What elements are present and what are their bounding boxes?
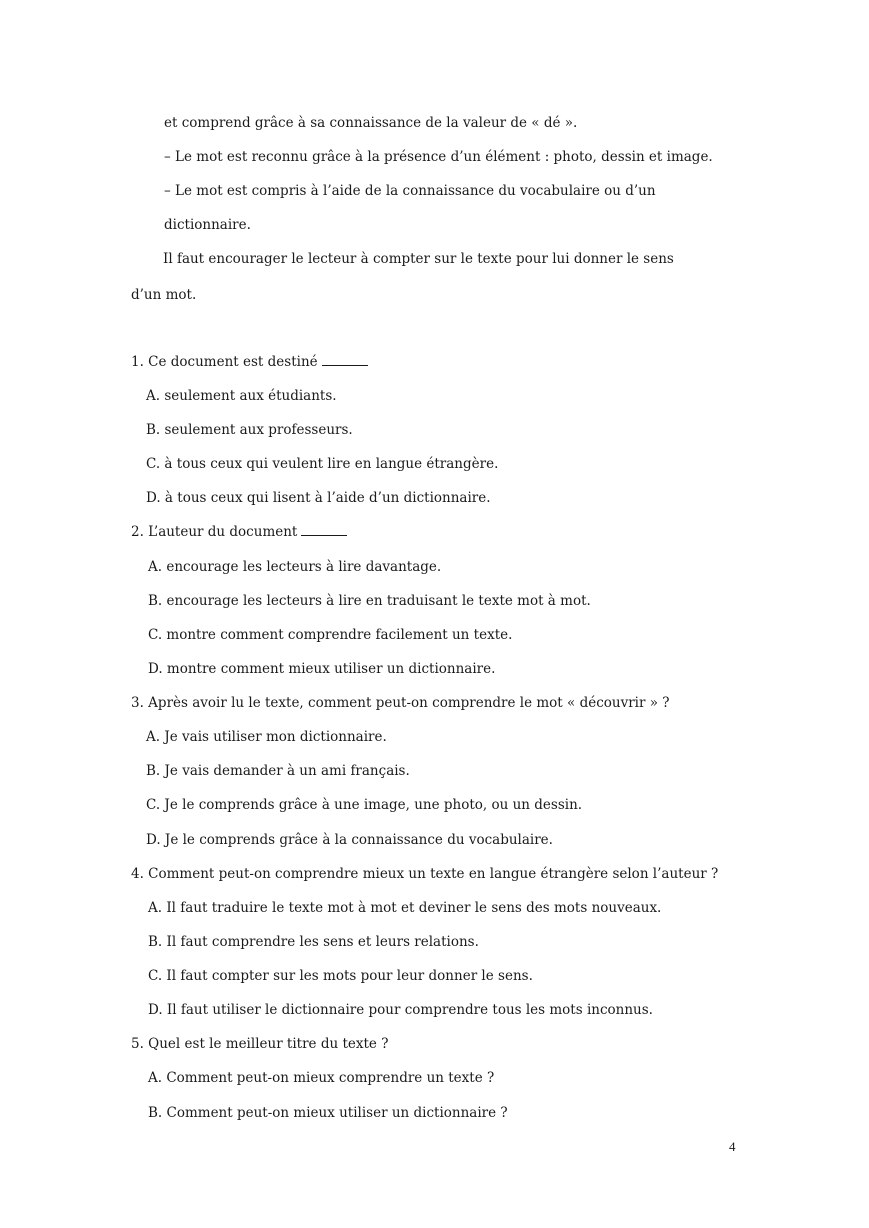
intro-line-5: Il faut encourager le lecteur à compter sur le texte pour lui donner le sens bbox=[163, 251, 674, 267]
intro-line-4: dictionnaire. bbox=[164, 217, 251, 233]
intro-line-1: et comprend grâce à sa connaissance de la valeur de « dé ». bbox=[164, 115, 578, 131]
question-4-option-c: C. Il faut compter sur les mots pour leur donner le sens. bbox=[148, 968, 533, 984]
question-3-option-a: A. Je vais utiliser mon dictionnaire. bbox=[146, 729, 387, 745]
intro-line-2: – Le mot est reconnu grâce à la présence d’un élément : photo, dessin et image. bbox=[164, 149, 713, 165]
intro-line-3: – Le mot est compris à l’aide de la connaissance du vocabulaire ou d’un bbox=[164, 183, 656, 199]
question-3-option-d: D. Je le comprends grâce à la connaissance du vocabulaire. bbox=[146, 832, 553, 848]
question-5-stem: 5. Quel est le meilleur titre du texte ? bbox=[131, 1036, 389, 1052]
question-4-option-d: D. Il faut utiliser le dictionnaire pour comprendre tous les mots inconnus. bbox=[148, 1002, 653, 1018]
question-2-option-a: A. encourage les lecteurs à lire davantage. bbox=[148, 559, 442, 575]
question-1-option-d: D. à tous ceux qui lisent à l’aide d’un dictionnaire. bbox=[146, 490, 491, 506]
intro-line-6: d’un mot. bbox=[131, 287, 197, 303]
question-4-stem: 4. Comment peut-on comprendre mieux un texte en langue étrangère selon l’auteur ? bbox=[131, 866, 719, 882]
question-3-option-c: C. Je le comprends grâce à une image, une photo, ou un dessin. bbox=[146, 797, 583, 813]
question-3-option-b: B. Je vais demander à un ami français. bbox=[146, 763, 410, 779]
question-4-option-b: B. Il faut comprendre les sens et leurs relations. bbox=[148, 934, 479, 950]
question-4-option-a: A. Il faut traduire le texte mot à mot et deviner le sens des mots nouveaux. bbox=[148, 900, 662, 916]
question-2-option-b: B. encourage les lecteurs à lire en traduisant le texte mot à mot. bbox=[148, 593, 591, 609]
question-1-option-c: C. à tous ceux qui veulent lire en langue étrangère. bbox=[146, 456, 499, 472]
question-3-stem: 3. Après avoir lu le texte, comment peut-on comprendre le mot « découvrir » ? bbox=[131, 695, 670, 711]
question-2-option-c: C. montre comment comprendre facilement un texte. bbox=[148, 627, 513, 643]
answer-blank bbox=[301, 523, 347, 536]
question-2-stem: 2. L’auteur du document bbox=[131, 523, 347, 541]
page-number: 4 bbox=[729, 1139, 736, 1154]
question-1-stem: 1. Ce document est destiné bbox=[131, 353, 368, 371]
question-1-option-b: B. seulement aux professeurs. bbox=[146, 422, 353, 438]
question-5-option-a: A. Comment peut-on mieux comprendre un texte ? bbox=[148, 1070, 495, 1086]
answer-blank bbox=[322, 353, 368, 366]
question-1-option-a: A. seulement aux étudiants. bbox=[146, 388, 337, 404]
question-5-option-b: B. Comment peut-on mieux utiliser un dictionnaire ? bbox=[148, 1105, 508, 1121]
question-2-option-d: D. montre comment mieux utiliser un dictionnaire. bbox=[148, 661, 496, 677]
